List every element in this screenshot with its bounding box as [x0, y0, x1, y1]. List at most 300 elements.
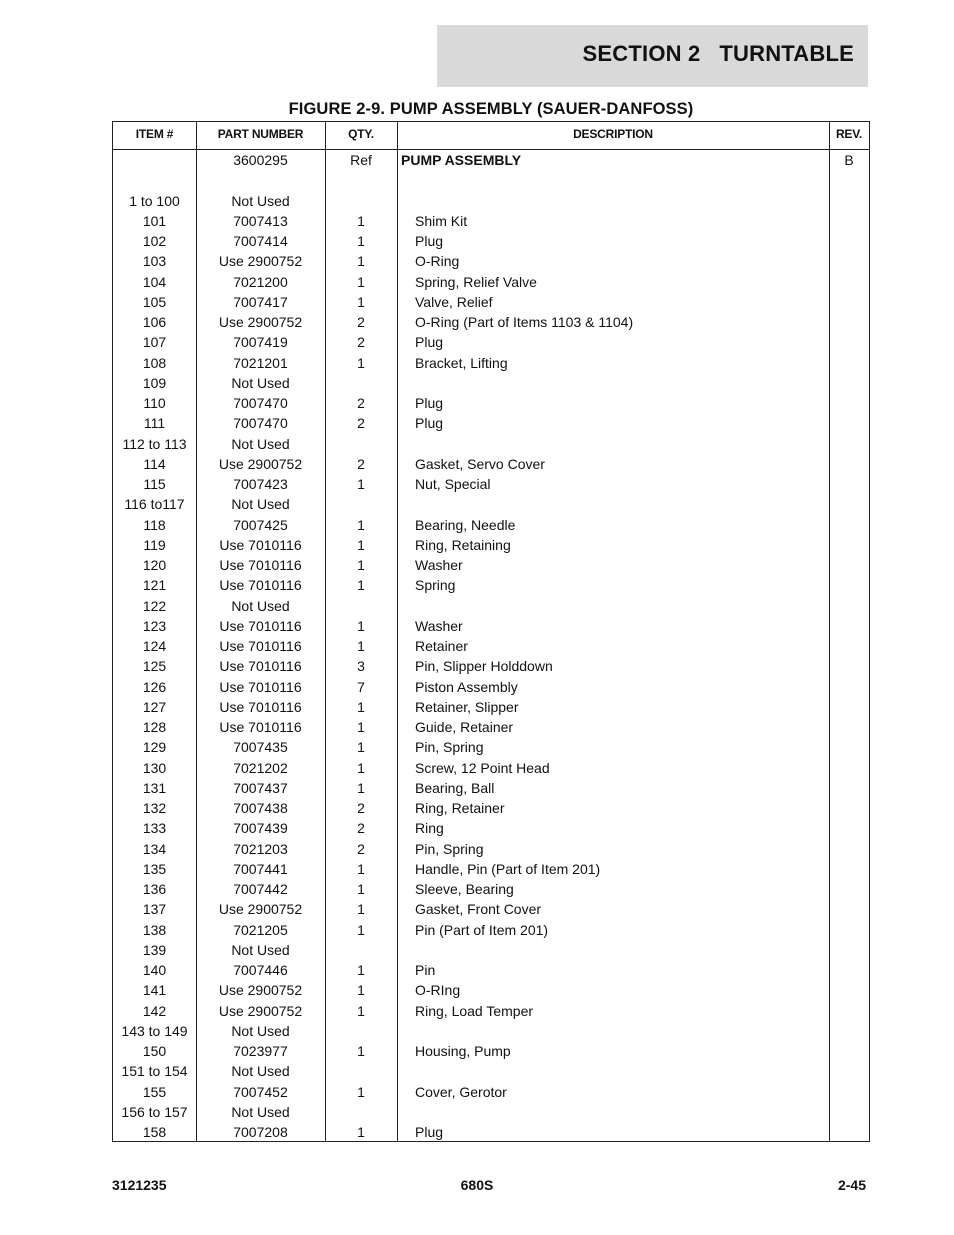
table-row [113, 1061, 869, 1081]
table-row [113, 1041, 869, 1061]
item-number-cell: 143 to 149 [121, 1022, 188, 1039]
table-row [113, 231, 869, 251]
revision-cell [829, 474, 869, 494]
description-cell: O-Ring [415, 253, 460, 270]
revision-cell [829, 272, 869, 292]
table-row [113, 1122, 869, 1142]
part-number-cell: Not Used [231, 1103, 290, 1120]
part-number-cell: Use 7010116 [219, 678, 302, 695]
table-row [113, 980, 869, 1000]
description-cell [415, 1021, 825, 1041]
part-number-cell: 7007470 [233, 415, 288, 432]
quantity-cell: 1 [357, 739, 365, 756]
revision-cell [829, 798, 869, 818]
quantity-cell: Ref [350, 152, 372, 168]
part-number-cell: Not Used [231, 192, 290, 209]
description-cell: Bearing, Needle [415, 516, 516, 533]
revision-cell [829, 1082, 869, 1102]
description-cell: Washer [415, 617, 463, 634]
quantity-cell: 1 [357, 901, 365, 918]
quantity-cell [325, 1021, 397, 1041]
table-row [113, 737, 869, 757]
table-row [113, 899, 869, 919]
table-row [113, 818, 869, 838]
quantity-cell [325, 434, 397, 454]
part-number-cell: 7021202 [233, 759, 288, 776]
table-row [113, 859, 869, 879]
quantity-cell: 1 [357, 719, 365, 735]
part-number-cell: Use 7010116 [219, 617, 302, 634]
description-cell: Screw, 12 Point Head [415, 759, 550, 776]
description-cell: Pin, Slipper Holddown [415, 658, 553, 675]
quantity-cell: 3 [357, 658, 365, 675]
quantity-cell: 1 [357, 354, 365, 371]
description-cell: Plug [415, 1124, 444, 1140]
table-row [113, 596, 869, 616]
item-number-cell: 132 [142, 800, 167, 816]
item-number-cell: 119 [143, 536, 166, 553]
item-number-cell: 112 to 113 [122, 435, 187, 452]
description-cell: Pin, Spring [415, 739, 484, 756]
revision-cell [829, 191, 869, 211]
revision-cell [829, 839, 869, 859]
revision-cell [829, 575, 869, 595]
quantity-cell: 1 [357, 293, 365, 310]
part-number-cell: 7007413 [233, 212, 288, 229]
quantity-cell: 1 [357, 759, 365, 776]
item-number-cell: 130 [142, 759, 167, 776]
section-title: SECTION 2 TURNTABLE [582, 41, 854, 66]
description-cell: Gasket, Servo Cover [415, 455, 545, 472]
item-number-cell: 141 [142, 982, 167, 999]
quantity-cell: 1 [357, 921, 365, 938]
item-number-cell: 126 [142, 678, 167, 695]
revision-cell [829, 616, 869, 636]
part-number-cell: 7007441 [233, 860, 288, 877]
quantity-cell: 1 [357, 617, 365, 634]
table-row [113, 1001, 869, 1021]
revision-cell [829, 920, 869, 940]
description-cell: Plug [415, 233, 444, 249]
table-row [113, 636, 869, 656]
part-number-cell: 7007470 [233, 395, 288, 411]
description-cell: Plug [415, 334, 444, 351]
revision-cell [829, 677, 869, 697]
part-number-cell: Not Used [231, 1022, 290, 1039]
table-row [113, 717, 869, 737]
quantity-cell: 1 [357, 516, 365, 533]
part-number-cell: Use 7010116 [219, 638, 302, 654]
description-cell [415, 596, 825, 616]
table-row [113, 535, 869, 555]
quantity-cell: 1 [357, 212, 365, 229]
table-row [113, 474, 869, 494]
item-number-cell: 115 [143, 476, 166, 492]
part-number-cell: Use 2900752 [218, 455, 303, 472]
quantity-cell: 1 [357, 557, 365, 573]
description-cell: Sleeve, Bearing [415, 881, 514, 897]
quantity-cell: 1 [357, 1124, 365, 1140]
footer-doc-number: 3121235 [112, 1177, 167, 1193]
description-cell: Pin, Spring [415, 840, 484, 857]
column-header-rev: REV. [835, 127, 863, 141]
part-number-cell: Use 7010116 [219, 577, 302, 594]
part-number-cell: 7021203 [233, 840, 288, 857]
table-row [113, 150, 869, 170]
table-row [113, 373, 869, 393]
description-cell: Handle, Pin (Part of Item 201) [415, 860, 601, 877]
item-number-cell: 135 [142, 860, 167, 877]
part-number-cell: Not Used [231, 1063, 290, 1080]
part-number-cell: Not Used [231, 435, 290, 452]
table-row [113, 312, 869, 332]
item-number-cell: 122 [142, 597, 167, 614]
item-number-cell: 131 [142, 779, 167, 796]
item-number-cell: 120 [142, 557, 167, 573]
quantity-cell: 1 [357, 273, 365, 290]
table-row [113, 697, 869, 717]
item-number-cell: 101 [142, 212, 167, 229]
quantity-cell: 2 [357, 820, 365, 837]
quantity-cell: 1 [357, 698, 365, 715]
revision-cell [829, 332, 869, 352]
description-cell: Bearing, Ball [415, 779, 495, 796]
revision-cell [829, 656, 869, 676]
table-row [113, 555, 869, 575]
item-number-cell: 111 [143, 415, 166, 432]
item-number-cell: 114 [143, 455, 166, 472]
item-number-cell: 142 [142, 1002, 167, 1019]
item-number-cell: 107 [142, 334, 167, 351]
item-number-cell: 124 [142, 638, 167, 654]
quantity-cell: 2 [357, 334, 365, 351]
quantity-cell: 1 [357, 476, 365, 492]
revision-cell [829, 353, 869, 373]
quantity-cell: 1 [357, 982, 365, 999]
revision-cell [829, 170, 869, 190]
revision-cell [829, 292, 869, 312]
item-number-cell: 138 [142, 921, 167, 938]
quantity-cell: 2 [357, 800, 365, 816]
table-row [113, 170, 869, 190]
description-cell: Ring, Retaining [415, 536, 511, 553]
revision-cell [829, 555, 869, 575]
quantity-cell: 1 [357, 577, 365, 594]
table-row [113, 920, 869, 940]
description-cell [415, 434, 825, 454]
revision-cell [829, 940, 869, 960]
item-number-cell: 151 to 154 [121, 1063, 188, 1080]
quantity-cell [325, 373, 397, 393]
part-number-cell: Not Used [231, 374, 290, 391]
table-row [113, 656, 869, 676]
part-number-cell: 7023977 [233, 1043, 288, 1059]
quantity-cell: 1 [357, 253, 365, 270]
quantity-cell [325, 1061, 397, 1081]
description-cell: O-Ring (Part of Items 1103 & 1104) [415, 314, 634, 330]
revision-cell [829, 596, 869, 616]
revision-cell [829, 454, 869, 474]
revision-cell [829, 1001, 869, 1021]
item-number-cell: 127 [142, 698, 167, 715]
item-number-cell: 108 [142, 354, 167, 371]
revision-cell: B [844, 152, 854, 168]
quantity-cell [325, 170, 397, 190]
revision-cell [829, 1102, 869, 1122]
quantity-cell: 1 [357, 536, 365, 553]
revision-cell [829, 758, 869, 778]
revision-cell [829, 818, 869, 838]
part-number-cell: 7007425 [233, 516, 288, 533]
table-row [113, 575, 869, 595]
revision-cell [829, 1021, 869, 1041]
revision-cell [829, 879, 869, 899]
quantity-cell: 2 [357, 415, 365, 432]
revision-cell [829, 535, 869, 555]
description-cell: Bracket, Lifting [415, 354, 508, 371]
description-cell [415, 1061, 825, 1081]
table-row [113, 191, 869, 211]
item-number-cell: 1 to 100 [129, 192, 180, 209]
table-row [113, 515, 869, 535]
item-number-cell [113, 170, 196, 190]
part-number-cell: 7021201 [233, 354, 288, 371]
table-row [113, 778, 869, 798]
description-cell: Ring, Load Temper [415, 1002, 534, 1019]
item-number-cell: 140 [142, 962, 167, 978]
table-row [113, 494, 869, 514]
table-row [113, 1021, 869, 1041]
description-cell: Shim Kit [415, 212, 468, 229]
revision-cell [829, 413, 869, 433]
description-cell: Cover, Gerotor [415, 1083, 507, 1100]
quantity-cell: 2 [357, 314, 365, 330]
description-cell: Retainer [415, 638, 468, 654]
column-header-item: ITEM # [135, 127, 174, 141]
part-number-cell: 7007439 [233, 820, 288, 837]
revision-cell [829, 1061, 869, 1081]
item-number-cell: 136 [142, 881, 167, 897]
table-row [113, 879, 869, 899]
part-number-cell: Use 2900752 [218, 253, 303, 270]
part-number-cell: 7007208 [233, 1124, 288, 1140]
item-number-cell: 158 [142, 1124, 167, 1140]
quantity-cell: 7 [357, 678, 365, 695]
revision-cell [829, 211, 869, 231]
item-number-cell: 105 [142, 293, 167, 310]
description-cell: Housing, Pump [415, 1043, 511, 1059]
quantity-cell: 1 [357, 1002, 365, 1019]
table-row [113, 940, 869, 960]
section-header [437, 25, 868, 87]
item-number-cell: 137 [142, 901, 167, 918]
description-cell [415, 170, 825, 190]
revision-cell [829, 899, 869, 919]
item-number-cell: 121 [142, 577, 167, 594]
column-header-part-number: PART NUMBER [217, 127, 304, 141]
table-row [113, 454, 869, 474]
part-number-cell: Use 7010116 [219, 719, 302, 735]
item-number-cell: 123 [142, 617, 167, 634]
description-cell: Guide, Retainer [415, 719, 514, 735]
part-number-cell: Use 7010116 [219, 536, 302, 553]
item-number-cell: 150 [142, 1043, 167, 1059]
description-cell: Plug [415, 395, 444, 411]
part-number-cell: 7007419 [233, 334, 288, 351]
description-cell: PUMP ASSEMBLY [401, 152, 522, 168]
quantity-cell [325, 191, 397, 211]
item-number-cell: 109 [142, 374, 167, 391]
table-row [113, 758, 869, 778]
item-number-cell: 110 [143, 395, 166, 411]
part-number-cell: 7007417 [233, 293, 288, 310]
quantity-cell: 1 [357, 233, 365, 249]
table-row [113, 292, 869, 312]
item-number-cell: 139 [142, 941, 167, 958]
quantity-cell [325, 494, 397, 514]
description-cell: Plug [415, 415, 444, 432]
description-cell: Gasket, Front Cover [415, 901, 542, 918]
table-row [113, 677, 869, 697]
table-row [113, 332, 869, 352]
quantity-cell [325, 596, 397, 616]
item-number-cell: 104 [142, 273, 167, 290]
description-cell: Piston Assembly [415, 678, 518, 695]
part-number-cell: 7021200 [233, 273, 288, 290]
quantity-cell [325, 940, 397, 960]
part-number-cell: Use 2900752 [218, 1002, 303, 1019]
item-number-cell: 134 [142, 840, 167, 857]
revision-cell [829, 231, 869, 251]
part-number-cell: 7021205 [233, 921, 288, 938]
item-number-cell [113, 150, 196, 170]
description-cell [415, 1102, 825, 1122]
revision-cell [829, 737, 869, 757]
quantity-cell: 2 [357, 840, 365, 857]
part-number-cell: Use 2900752 [218, 901, 303, 918]
revision-cell [829, 393, 869, 413]
part-number-cell: Not Used [231, 597, 290, 614]
part-number-cell: Use 2900752 [218, 314, 303, 330]
table-row [113, 839, 869, 859]
part-number-cell: 7007446 [233, 962, 288, 978]
part-number-cell: 3600295 [233, 152, 288, 168]
column-header-qty: QTY. [348, 127, 374, 141]
description-cell: Pin (Part of Item 201) [415, 921, 549, 938]
item-number-cell: 116 to117 [124, 496, 185, 513]
description-cell [415, 494, 825, 514]
quantity-cell: 1 [357, 638, 365, 654]
revision-cell [829, 778, 869, 798]
table-row [113, 434, 869, 454]
table-row [113, 353, 869, 373]
parts-table [112, 121, 870, 1142]
item-number-cell: 129 [142, 739, 167, 756]
revision-cell [829, 697, 869, 717]
description-cell: Pin [415, 962, 436, 978]
part-number-cell: 7007437 [233, 779, 288, 796]
item-number-cell: 102 [142, 233, 167, 249]
description-cell [415, 191, 825, 211]
part-number-cell: Use 7010116 [219, 557, 302, 573]
table-row [113, 251, 869, 271]
footer-page-number: 2-45 [837, 1177, 866, 1193]
quantity-cell: 1 [357, 779, 365, 796]
description-cell: Ring [415, 820, 444, 837]
table-row [113, 798, 869, 818]
revision-cell [829, 1122, 869, 1142]
footer-model: 680S [460, 1177, 494, 1193]
part-number-cell: Not Used [231, 496, 290, 513]
revision-cell [829, 636, 869, 656]
description-cell: Nut, Special [415, 476, 491, 492]
table-row [113, 393, 869, 413]
table-row [113, 1082, 869, 1102]
table-row [113, 413, 869, 433]
item-number-cell: 103 [142, 253, 167, 270]
part-number-cell: Not Used [231, 941, 290, 958]
item-number-cell: 118 [143, 516, 166, 533]
item-number-cell: 156 to 157 [121, 1103, 188, 1120]
description-cell [415, 373, 825, 393]
description-cell: Washer [415, 557, 463, 573]
part-number-cell: 7007435 [233, 739, 288, 756]
table-row [113, 211, 869, 231]
part-number-cell: 7007438 [233, 800, 288, 816]
quantity-cell: 2 [357, 395, 365, 411]
table-row [113, 616, 869, 636]
revision-cell [829, 494, 869, 514]
part-number-cell: Use 7010116 [219, 698, 302, 715]
description-cell: O-RIng [415, 982, 461, 999]
quantity-cell: 1 [357, 881, 365, 897]
quantity-cell: 1 [357, 962, 365, 978]
item-number-cell: 133 [142, 820, 167, 837]
description-cell [415, 940, 825, 960]
column-header-description: DESCRIPTION [573, 127, 653, 141]
description-cell: Spring [415, 577, 456, 594]
revision-cell [829, 515, 869, 535]
quantity-cell: 2 [357, 455, 365, 472]
revision-cell [829, 980, 869, 1000]
table-row [113, 960, 869, 980]
revision-cell [829, 251, 869, 271]
revision-cell [829, 373, 869, 393]
part-number-cell [196, 170, 325, 190]
item-number-cell: 155 [142, 1083, 167, 1100]
part-number-cell: 7007423 [233, 476, 288, 492]
part-number-cell: 7007442 [233, 881, 288, 897]
revision-cell [829, 312, 869, 332]
revision-cell [829, 434, 869, 454]
quantity-cell: 1 [357, 1043, 365, 1059]
table-row [113, 272, 869, 292]
quantity-cell: 1 [357, 1083, 365, 1100]
revision-cell [829, 960, 869, 980]
item-number-cell: 128 [142, 719, 167, 735]
part-number-cell: Use 7010116 [219, 658, 302, 675]
table-row [113, 1102, 869, 1122]
description-cell: Retainer, Slipper [415, 698, 519, 715]
description-cell: Valve, Relief [415, 293, 493, 310]
item-number-cell: 106 [142, 314, 167, 330]
item-number-cell: 125 [142, 658, 167, 675]
description-cell: Ring, Retainer [415, 800, 505, 816]
part-number-cell: 7007414 [233, 233, 288, 249]
description-cell: Spring, Relief Valve [415, 273, 537, 290]
revision-cell [829, 717, 869, 737]
quantity-cell [325, 1102, 397, 1122]
